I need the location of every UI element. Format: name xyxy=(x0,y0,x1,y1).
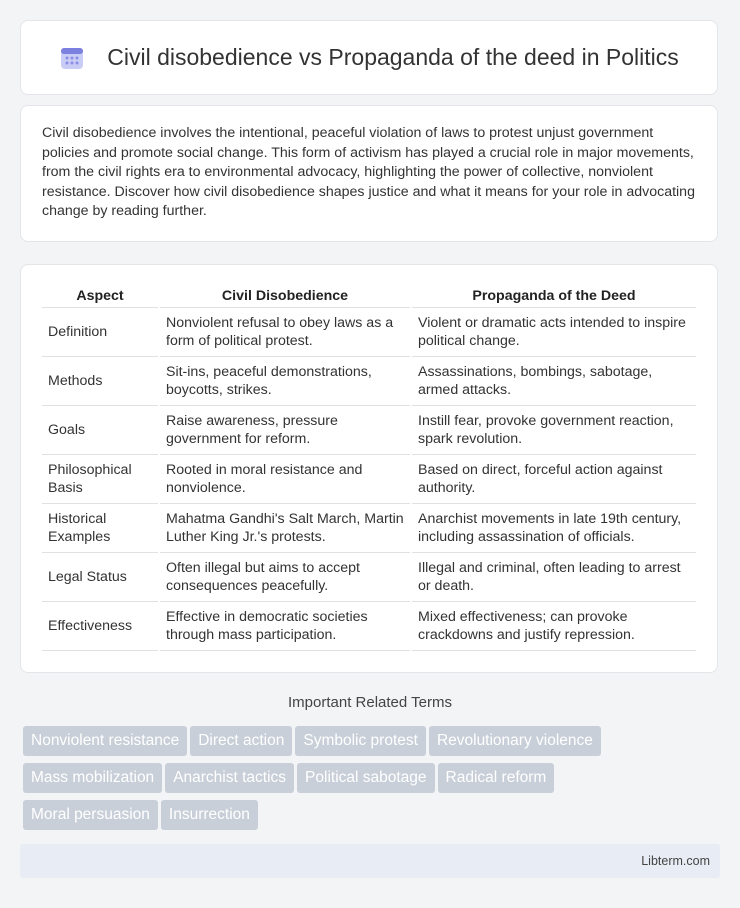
related-terms-title: Important Related Terms xyxy=(288,694,452,711)
civil-disobedience-cell: Nonviolent refusal to obey laws as a form of political protest. xyxy=(160,308,410,357)
table-row xyxy=(42,602,696,651)
intro-text: Civil disobedience involves the intentional, peaceful violation of laws to protest unjust government policies and promote social change. This form of activism has played a crucial role in major movements, from the civil rights era to environmental advocacy, highlighting the power of collective, nonviolent resistance. Discover how civil disobedience shapes justice and what it means for your role in advocating change by reading further. xyxy=(42,125,695,220)
page-title: Civil disobedience vs Propaganda of the deed in Politics xyxy=(107,44,679,70)
civil-disobedience-cell: Rooted in moral resistance and nonviolence. xyxy=(160,455,410,504)
related-term-tag[interactable]: Radical reform xyxy=(438,763,555,793)
related-term-tag[interactable]: Direct action xyxy=(190,726,292,756)
column-header-propaganda-of-the-deed: Propaganda of the Deed xyxy=(412,285,696,308)
comparison-table xyxy=(40,285,698,651)
civil-disobedience-cell: Effective in democratic societies through mass participation. xyxy=(160,602,410,651)
aspect-cell: Goals xyxy=(42,406,158,455)
column-header-aspect: Aspect xyxy=(42,285,158,308)
aspect-cell: Philosophical Basis xyxy=(42,455,158,504)
aspect-cell: Legal Status xyxy=(42,553,158,602)
intro-card xyxy=(20,105,718,242)
propaganda-cell: Mixed effectiveness; can provoke crackdowns and justify repression. xyxy=(412,602,696,651)
related-term-tag[interactable]: Nonviolent resistance xyxy=(23,726,187,756)
civil-disobedience-cell: Raise awareness, pressure government for reform. xyxy=(160,406,410,455)
aspect-cell: Historical Examples xyxy=(42,504,158,553)
column-header-civil-disobedience: Civil Disobedience xyxy=(160,285,410,308)
table-row xyxy=(42,406,696,455)
related-term-tag[interactable]: Insurrection xyxy=(161,800,258,830)
propaganda-cell: Instill fear, provoke government reaction, spark revolution. xyxy=(412,406,696,455)
footer xyxy=(20,844,720,878)
table-row xyxy=(42,357,696,406)
aspect-cell: Methods xyxy=(42,357,158,406)
civil-disobedience-cell: Sit-ins, peaceful demonstrations, boycotts, strikes. xyxy=(160,357,410,406)
civil-disobedience-cell: Often illegal but aims to accept consequences peacefully. xyxy=(160,553,410,602)
propaganda-cell: Anarchist movements in late 19th century, including assassination of officials. xyxy=(412,504,696,553)
related-term-tag[interactable]: Revolutionary violence xyxy=(429,726,601,756)
propaganda-cell: Assassinations, bombings, sabotage, armed attacks. xyxy=(412,357,696,406)
related-term-tag[interactable]: Moral persuasion xyxy=(23,800,158,830)
table-row xyxy=(42,455,696,504)
table-row xyxy=(42,553,696,602)
related-term-tag[interactable]: Mass mobilization xyxy=(23,763,162,793)
civil-disobedience-cell: Mahatma Gandhi's Salt March, Martin Luther King Jr.'s protests. xyxy=(160,504,410,553)
propaganda-cell: Violent or dramatic acts intended to inspire political change. xyxy=(412,308,696,357)
aspect-cell: Definition xyxy=(42,308,158,357)
related-term-tag[interactable]: Anarchist tactics xyxy=(165,763,294,793)
calendar-icon xyxy=(59,45,85,71)
comparison-table-card xyxy=(20,264,718,673)
related-terms-list xyxy=(23,726,723,837)
aspect-cell: Effectiveness xyxy=(42,602,158,651)
table-row xyxy=(42,308,696,357)
table-header-row xyxy=(42,285,696,308)
table-row xyxy=(42,504,696,553)
related-term-tag[interactable]: Symbolic protest xyxy=(295,726,426,756)
related-term-tag[interactable]: Political sabotage xyxy=(297,763,435,793)
footer-site-link[interactable]: Libterm.com xyxy=(641,854,710,868)
propaganda-cell: Illegal and criminal, often leading to arrest or death. xyxy=(412,553,696,602)
header-card xyxy=(20,20,718,95)
propaganda-cell: Based on direct, forceful action against authority. xyxy=(412,455,696,504)
